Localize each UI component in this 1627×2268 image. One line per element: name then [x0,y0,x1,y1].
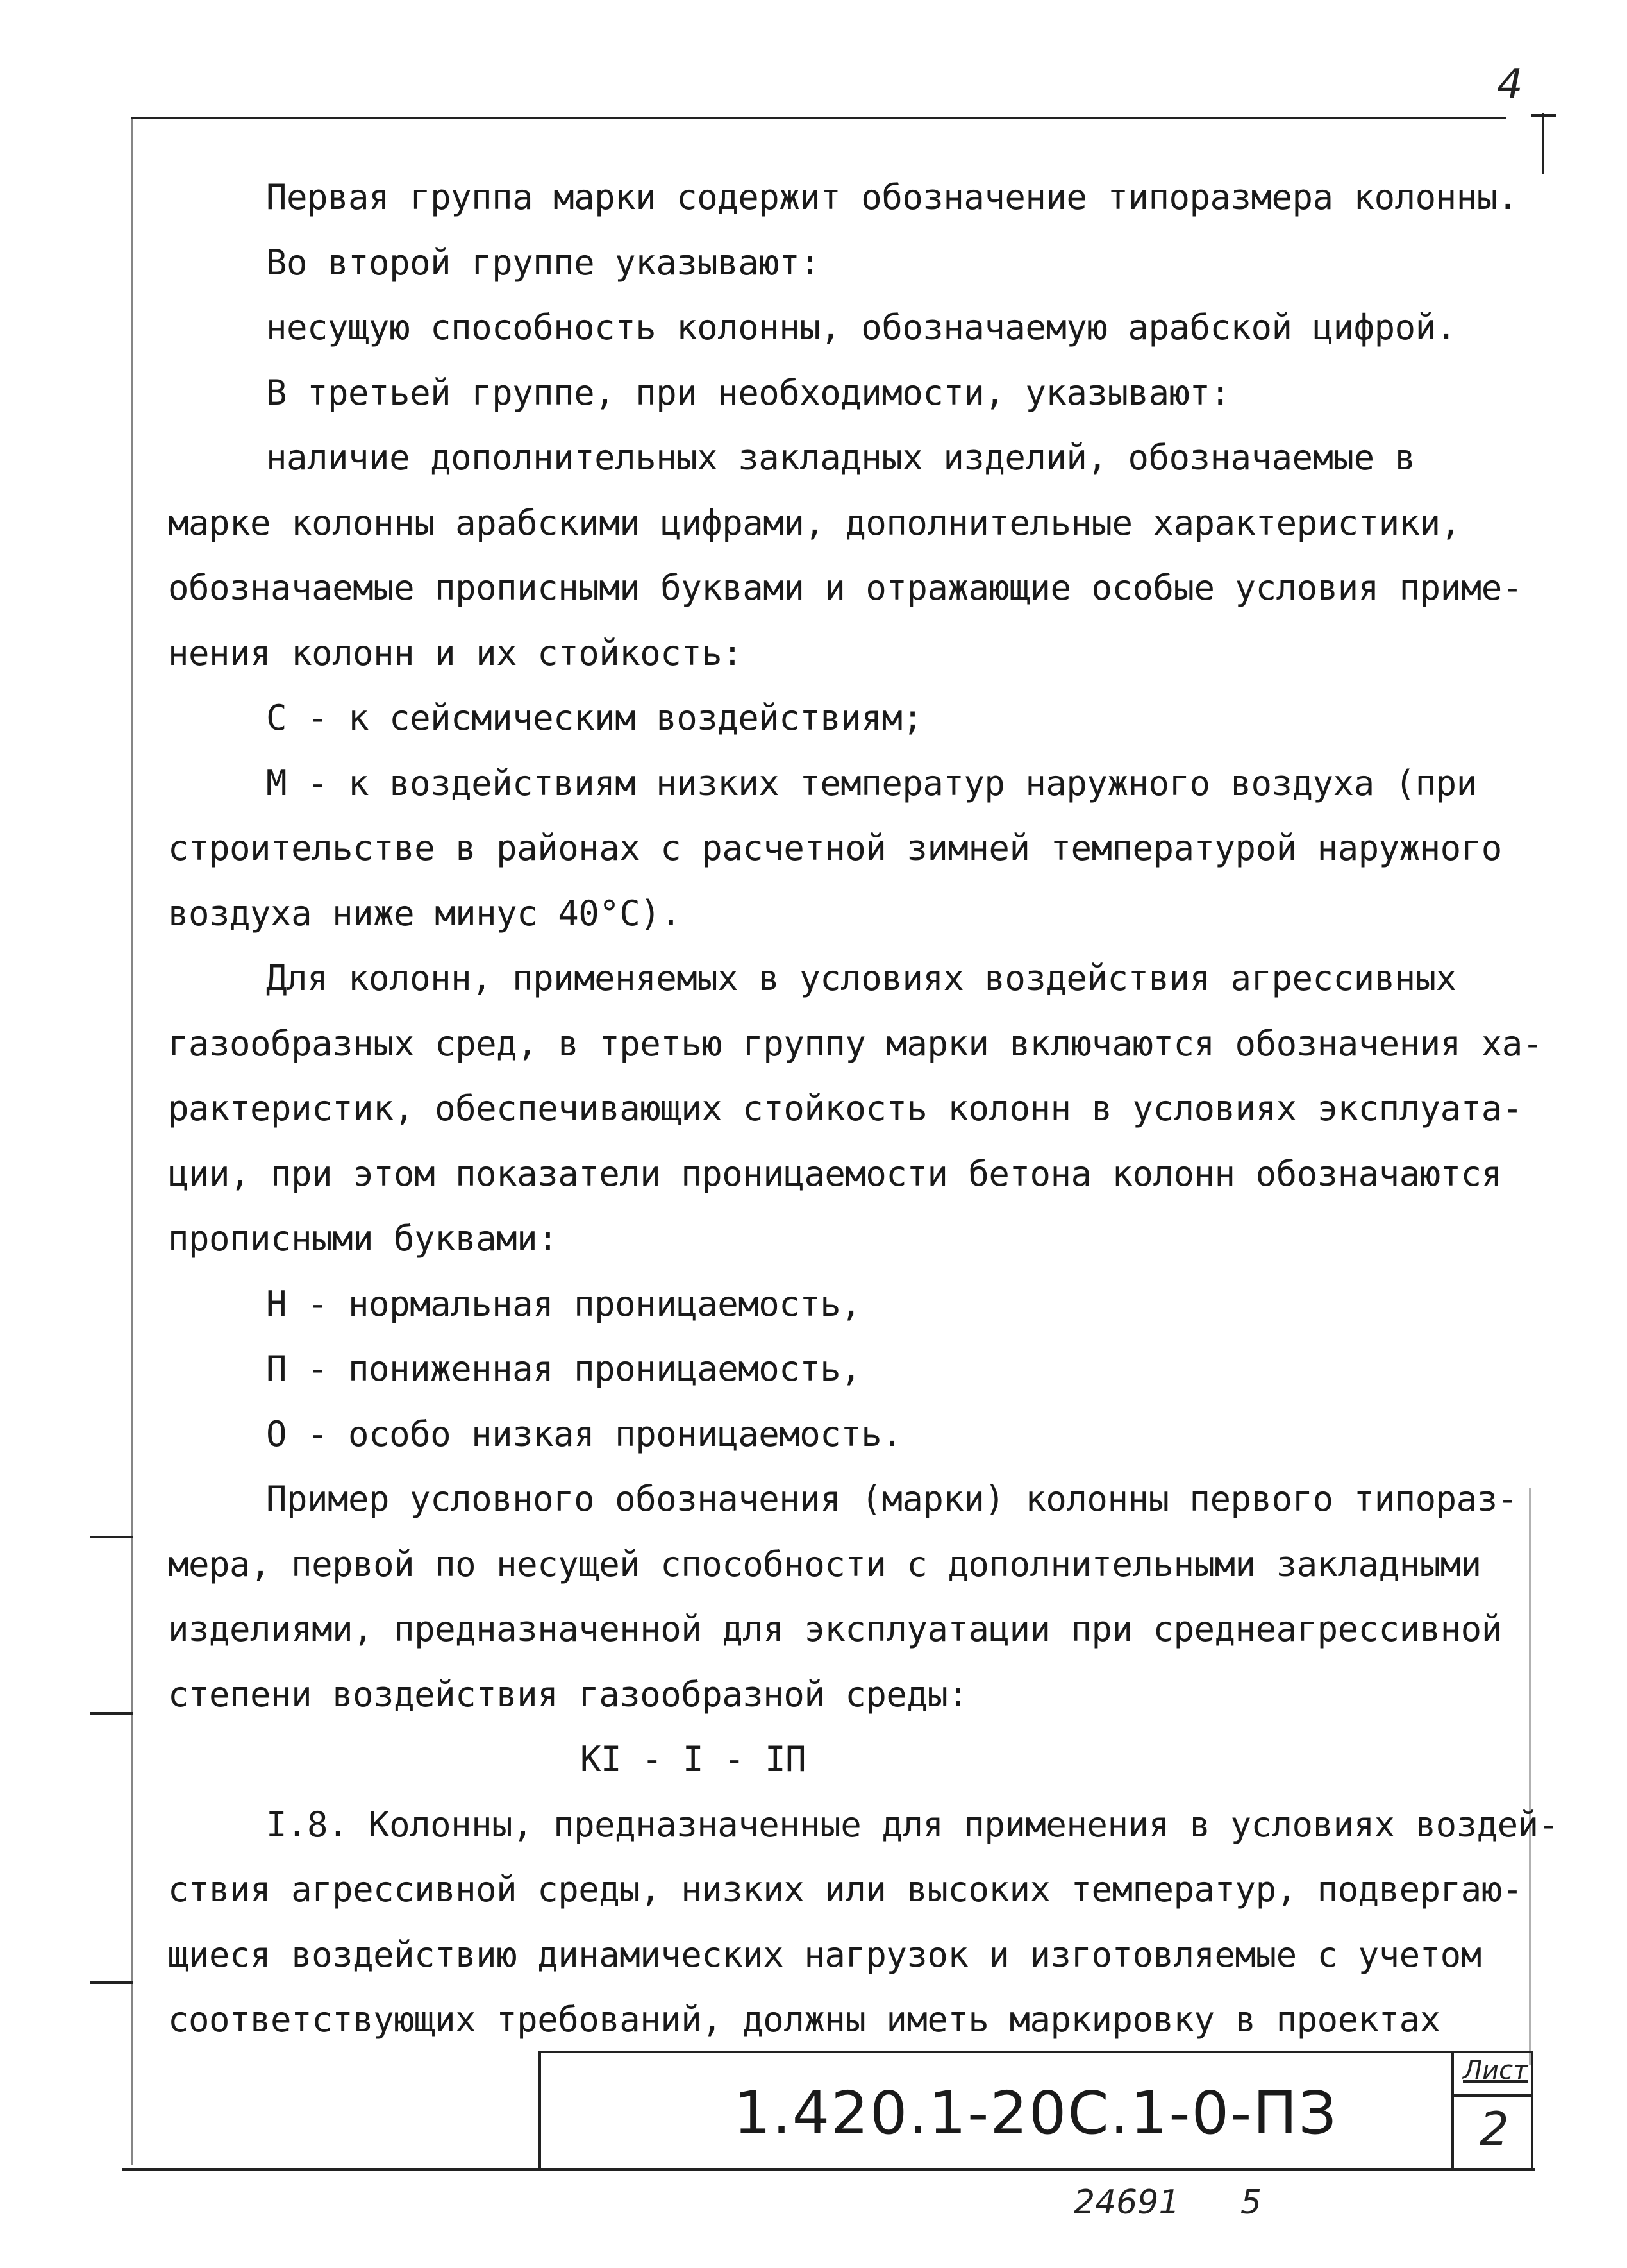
body-line: наличие дополнительных закладных изделий, обозначаемые в [266,437,1415,478]
body-line: Во второй группе указывают: [266,242,821,283]
page-corner-number: 4 [1497,61,1523,108]
body-line: I.8. Колонны, предназначенные для применения в условиях воздей- [266,1804,1559,1845]
body-line: О - особо низкая проницаемость. [266,1414,903,1454]
body-line: мера, первой по несущей способности с дополнительными закладными [168,1544,1481,1584]
body-line: воздуха ниже минус 40°С). [168,893,681,934]
body-line: изделиями, предназначенной для эксплуатации при среднеагрессивной [168,1609,1502,1649]
sheet-cell-divider [1454,2094,1533,2097]
document-code: 1.420.1-20С.1-0-ПЗ [733,2079,1338,2147]
body-line: щиеся воздействию динамических нагрузок и изготовляемые с учетом [168,1935,1481,1975]
sheet-number: 2 [1480,2102,1509,2156]
body-line: несущую способность колонны, обозначаемую арабской цифрой. [266,307,1456,348]
body-line: Для колонн, применяемых в условиях воздействия агрессивных [266,958,1456,998]
body-line: прописными буквами: [168,1218,558,1259]
page-fragment: 5 [1240,2183,1262,2222]
title-block [538,2051,1533,2169]
body-line: Н - нормальная проницаемость, [266,1284,862,1324]
sheet-cell [1451,2051,1533,2169]
body-line: степени воздействия газообразной среды: [168,1674,969,1715]
body-line: ствия агрессивной среды, низких или высоких температур, подвергаю- [168,1869,1523,1910]
frame-bottom-line [122,2168,1535,2171]
body-line: соответствующих требований, должны иметь маркировку в проектах [168,1999,1440,2040]
body-line: Первая группа марки содержит обозначение типоразмера колонны. [266,177,1518,217]
body-line: газообразных сред, в третью группу марки включаются обозначения ха- [168,1023,1543,1064]
body-line: В третьей группе, при необходимости, указывают: [266,373,1231,413]
body-line: ции, при этом показатели проницаемости бетона колонн обозначаются [168,1154,1502,1194]
body-line: обозначаемые прописными буквами и отражающие особые условия приме- [168,567,1523,608]
body-line: П - пониженная проницаемость, [266,1348,862,1389]
inventory-number: 24691 [1074,2183,1180,2222]
body-line: марке колонны арабскими цифрами, дополнительные характеристики, [168,503,1461,543]
body-line: КI - I - IП [580,1739,806,1779]
body-line: нения колонн и их стойкость: [168,633,743,673]
body-line: Пример условного обозначения (марки) колонны первого типораз- [266,1479,1518,1519]
body-line: рактеристик, обеспечивающих стойкость колонн в условиях эксплуата- [168,1088,1523,1129]
body-line: строительстве в районах с расчетной зимней температурой наружного [168,828,1502,868]
sheet-label: Лист [1463,2056,1528,2085]
body-line: С - к сейсмическим воздействиям; [266,698,923,738]
body-line: М - к воздействиям низких температур наружного воздуха (при [266,763,1477,803]
